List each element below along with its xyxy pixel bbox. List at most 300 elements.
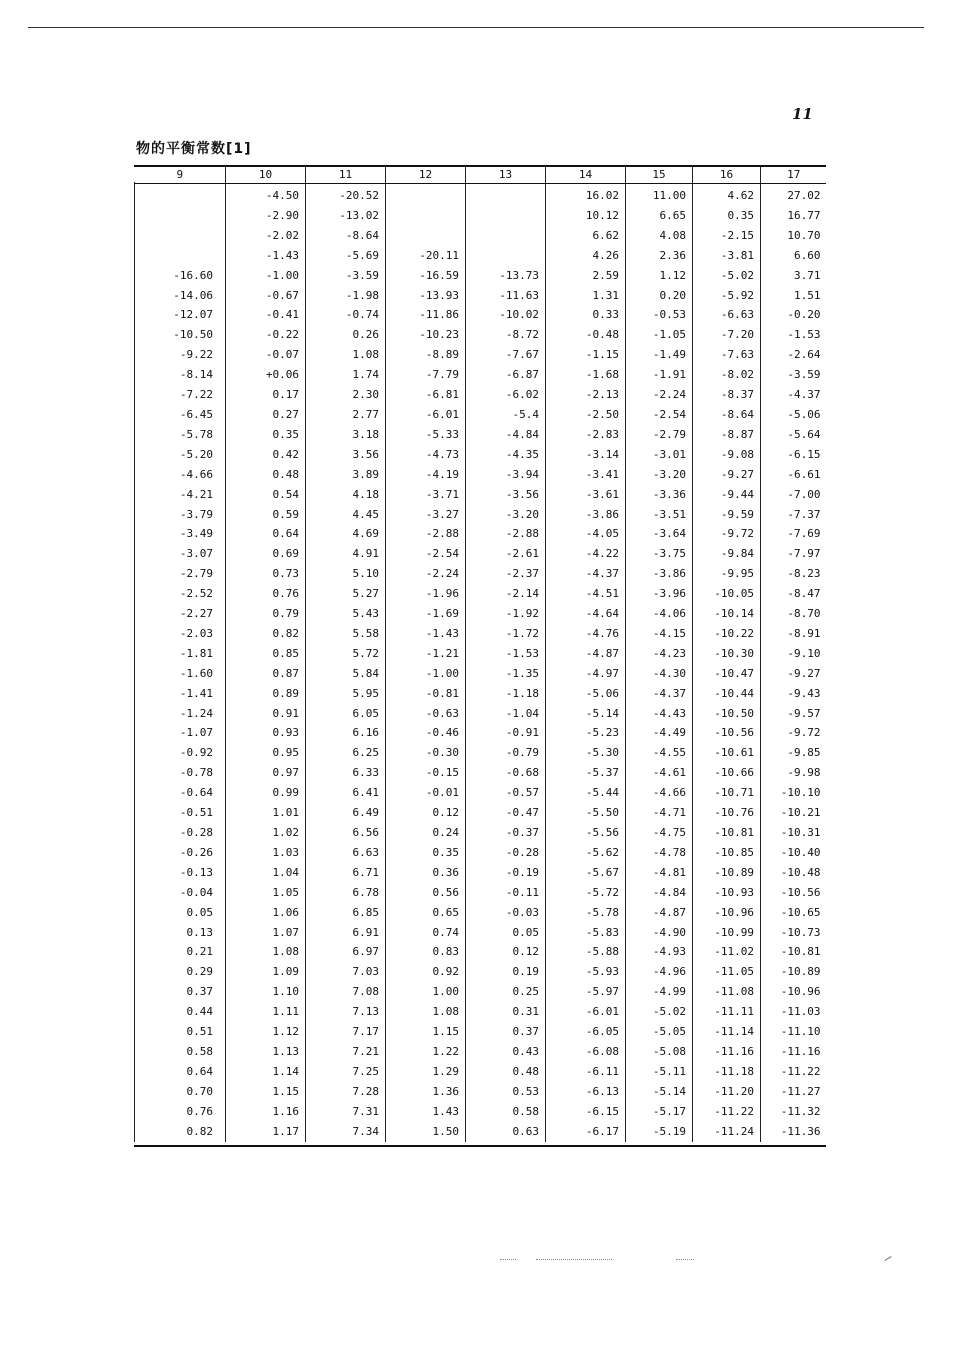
table-cell: -8.37	[693, 385, 761, 405]
table-cell: -3.36	[626, 485, 693, 505]
data-table	[134, 167, 827, 1142]
table-cell: -2.79	[626, 425, 693, 445]
table-cell: 0.74	[386, 923, 466, 943]
table-cell: -6.15	[546, 1102, 626, 1122]
table-cell: -11.14	[693, 1022, 761, 1042]
table-row	[135, 743, 827, 763]
table-cell: -7.97	[761, 544, 827, 564]
table-cell: -6.01	[386, 405, 466, 425]
table-cell: 7.31	[306, 1102, 386, 1122]
table-cell: -3.56	[466, 485, 546, 505]
table-cell: 1.09	[226, 962, 306, 982]
table-row	[135, 505, 827, 525]
table-cell: 4.08	[626, 226, 693, 246]
table-cell: -2.37	[466, 564, 546, 584]
table-cell: -4.78	[626, 843, 693, 863]
table-row	[135, 803, 827, 823]
table-row	[135, 385, 827, 405]
table-cell: -4.37	[626, 684, 693, 704]
table-row	[135, 286, 827, 306]
table-cell	[466, 182, 546, 206]
table-cell: 0.35	[386, 843, 466, 863]
table-cell: -0.78	[135, 763, 226, 783]
table-cell: 1.08	[386, 1002, 466, 1022]
table-cell: -0.22	[226, 325, 306, 345]
table-cell: 1.15	[386, 1022, 466, 1042]
column-header: 15	[626, 167, 693, 182]
table-cell: -10.22	[693, 624, 761, 644]
table-cell: -3.75	[626, 544, 693, 564]
table-cell: 0.24	[386, 823, 466, 843]
table-row	[135, 1042, 827, 1062]
table-cell: -9.59	[693, 505, 761, 525]
table-cell: 6.78	[306, 883, 386, 903]
table-cell: -4.15	[626, 624, 693, 644]
table-cell: -0.81	[386, 684, 466, 704]
table-body	[135, 182, 827, 1142]
table-cell: 0.64	[226, 524, 306, 544]
table-cell: 0.51	[135, 1022, 226, 1042]
table-cell: -1.35	[466, 664, 546, 684]
table-row	[135, 425, 827, 445]
table-cell: -10.50	[135, 325, 226, 345]
table-cell: -4.97	[546, 664, 626, 684]
table-cell: -1.53	[761, 325, 827, 345]
table-row	[135, 266, 827, 286]
table-cell: -6.15	[761, 445, 827, 465]
table-cell: 11.00	[626, 182, 693, 206]
table-cell: 0.29	[135, 962, 226, 982]
table-cell	[386, 206, 466, 226]
table-cell: -5.44	[546, 783, 626, 803]
table-cell: -4.64	[546, 604, 626, 624]
table-cell: -2.27	[135, 604, 226, 624]
table-row	[135, 684, 827, 704]
table-cell: -3.86	[626, 564, 693, 584]
table-cell: 0.21	[135, 942, 226, 962]
table-cell: -5.78	[135, 425, 226, 445]
table-cell: -9.72	[693, 524, 761, 544]
table-cell: 1.03	[226, 843, 306, 863]
table-cell: 0.59	[226, 505, 306, 525]
table-cell: 0.35	[226, 425, 306, 445]
table-cell: -2.54	[386, 544, 466, 564]
table-cell: -11.22	[761, 1062, 827, 1082]
table-cell: -5.64	[761, 425, 827, 445]
table-cell: -5.72	[546, 883, 626, 903]
table-cell: -7.63	[693, 345, 761, 365]
table-cell: -9.44	[693, 485, 761, 505]
table-cell: -2.03	[135, 624, 226, 644]
table-cell: 0.17	[226, 385, 306, 405]
table-cell: -3.94	[466, 465, 546, 485]
table-row	[135, 305, 827, 325]
table-cell: 0.73	[226, 564, 306, 584]
table-cell: -0.68	[466, 763, 546, 783]
table-cell: -5.17	[626, 1102, 693, 1122]
table-cell: -1.24	[135, 704, 226, 724]
table-cell: -10.96	[761, 982, 827, 1002]
table-cell: -0.57	[466, 783, 546, 803]
table-cell: -10.65	[761, 903, 827, 923]
table-cell: -3.20	[626, 465, 693, 485]
table-cell: -11.03	[761, 1002, 827, 1022]
table-cell: -11.27	[761, 1082, 827, 1102]
table-cell: -9.27	[693, 465, 761, 485]
table-cell	[135, 246, 226, 266]
table-cell: -4.35	[466, 445, 546, 465]
table-cell: -0.28	[466, 843, 546, 863]
table-row	[135, 783, 827, 803]
table-cell: -5.14	[626, 1082, 693, 1102]
table-cell: -10.40	[761, 843, 827, 863]
table-cell: -4.87	[546, 644, 626, 664]
table-cell	[135, 226, 226, 246]
table-cell: -9.72	[761, 723, 827, 743]
table-cell: -5.67	[546, 863, 626, 883]
table-cell: -3.14	[546, 445, 626, 465]
page-number: 11	[792, 105, 813, 123]
table-cell: -3.96	[626, 584, 693, 604]
table-cell: 0.48	[226, 465, 306, 485]
table-cell: -2.88	[466, 524, 546, 544]
table-cell: 0.76	[226, 584, 306, 604]
table-cell: -3.81	[693, 246, 761, 266]
table-cell: 6.25	[306, 743, 386, 763]
table-cell: -5.4	[466, 405, 546, 425]
table-cell: -0.07	[226, 345, 306, 365]
table-cell: 0.92	[386, 962, 466, 982]
table-cell: 0.53	[466, 1082, 546, 1102]
table-cell: -0.51	[135, 803, 226, 823]
table-cell: -0.11	[466, 883, 546, 903]
table-cell: 1.02	[226, 823, 306, 843]
column-header: 13	[466, 167, 546, 182]
table-cell: 1.08	[226, 942, 306, 962]
table-cell: -10.73	[761, 923, 827, 943]
table-cell: -5.05	[626, 1022, 693, 1042]
table-cell	[135, 206, 226, 226]
table-cell: -8.02	[693, 365, 761, 385]
table-cell: 0.54	[226, 485, 306, 505]
table-cell: 6.60	[761, 246, 827, 266]
table-cell: 0.56	[386, 883, 466, 903]
table-cell: -11.63	[466, 286, 546, 306]
table-cell: -10.93	[693, 883, 761, 903]
table-cell: 1.17	[226, 1122, 306, 1142]
table-cell: 0.19	[466, 962, 546, 982]
scan-mark	[884, 1256, 891, 1261]
table-cell: 4.18	[306, 485, 386, 505]
table-cell: -7.67	[466, 345, 546, 365]
table-cell: -4.66	[626, 783, 693, 803]
table-cell: -0.48	[546, 325, 626, 345]
table-cell: -3.41	[546, 465, 626, 485]
table-cell: 0.33	[546, 305, 626, 325]
table-cell: -4.61	[626, 763, 693, 783]
table-cell: -6.08	[546, 1042, 626, 1062]
table-cell: 0.95	[226, 743, 306, 763]
table-row	[135, 584, 827, 604]
table-cell: -3.59	[306, 266, 386, 286]
table-cell: -0.41	[226, 305, 306, 325]
table-cell: -5.02	[626, 1002, 693, 1022]
table-cell: -6.11	[546, 1062, 626, 1082]
top-rule	[28, 27, 924, 28]
table-cell: -2.64	[761, 345, 827, 365]
table-cell: 0.20	[626, 286, 693, 306]
table-cell: -5.62	[546, 843, 626, 863]
table-cell: -4.43	[626, 704, 693, 724]
table-cell: 6.16	[306, 723, 386, 743]
scan-mark	[676, 1259, 694, 1260]
table-cell: -0.19	[466, 863, 546, 883]
table-cell: -0.26	[135, 843, 226, 863]
table-cell: 2.77	[306, 405, 386, 425]
table-cell: -8.47	[761, 584, 827, 604]
table-cell: -13.93	[386, 286, 466, 306]
table-cell: -10.71	[693, 783, 761, 803]
table-cell: -1.05	[626, 325, 693, 345]
table-cell: -1.43	[226, 246, 306, 266]
table-row	[135, 883, 827, 903]
table-cell: -5.83	[546, 923, 626, 943]
table-cell: -9.95	[693, 564, 761, 584]
table-cell: -5.23	[546, 723, 626, 743]
table-cell: 4.91	[306, 544, 386, 564]
table-cell: -6.81	[386, 385, 466, 405]
table-cell: -1.69	[386, 604, 466, 624]
table-cell: -8.89	[386, 345, 466, 365]
table-cell: -10.21	[761, 803, 827, 823]
table-row	[135, 723, 827, 743]
table-cell: 16.02	[546, 182, 626, 206]
table-cell: -11.02	[693, 942, 761, 962]
table-header-rule	[134, 183, 826, 184]
table-cell: 6.97	[306, 942, 386, 962]
table-cell: -0.03	[466, 903, 546, 923]
table-cell: -16.59	[386, 266, 466, 286]
table-cell	[386, 226, 466, 246]
table-cell: -0.01	[386, 783, 466, 803]
table-cell: -2.83	[546, 425, 626, 445]
table-cell: -8.72	[466, 325, 546, 345]
table-cell: -5.33	[386, 425, 466, 445]
table-cell: -8.70	[761, 604, 827, 624]
table-cell: -9.98	[761, 763, 827, 783]
table-cell: -5.30	[546, 743, 626, 763]
table-cell: 0.89	[226, 684, 306, 704]
table-cell: -4.55	[626, 743, 693, 763]
table-cell: 7.34	[306, 1122, 386, 1142]
table-cell: -10.23	[386, 325, 466, 345]
table-cell: -6.02	[466, 385, 546, 405]
table-row	[135, 524, 827, 544]
table-row	[135, 763, 827, 783]
table-cell: 1.07	[226, 923, 306, 943]
table-cell: -10.85	[693, 843, 761, 863]
table-cell: 0.05	[466, 923, 546, 943]
table-cell: 0.79	[226, 604, 306, 624]
table-cell: 6.91	[306, 923, 386, 943]
table-cell: -10.76	[693, 803, 761, 823]
table-cell: -10.47	[693, 664, 761, 684]
table-cell: -1.98	[306, 286, 386, 306]
table-cell: -5.14	[546, 704, 626, 724]
table-cell: -4.06	[626, 604, 693, 624]
table-cell: -6.13	[546, 1082, 626, 1102]
table-cell: -5.69	[306, 246, 386, 266]
table-cell: 6.65	[626, 206, 693, 226]
table-cell: 3.89	[306, 465, 386, 485]
table-cell: -5.97	[546, 982, 626, 1002]
table-header-row	[135, 167, 827, 182]
table-cell: -9.43	[761, 684, 827, 704]
table-row	[135, 664, 827, 684]
table-cell: -0.20	[761, 305, 827, 325]
table-cell: 7.21	[306, 1042, 386, 1062]
table-cell: -9.22	[135, 345, 226, 365]
table-cell: -11.16	[761, 1042, 827, 1062]
table-cell: 1.01	[226, 803, 306, 823]
table-cell: 0.31	[466, 1002, 546, 1022]
table-row	[135, 903, 827, 923]
table-cell: -10.10	[761, 783, 827, 803]
table-cell: -7.79	[386, 365, 466, 385]
table-cell: -10.61	[693, 743, 761, 763]
table-cell: -3.01	[626, 445, 693, 465]
table-cell: 4.62	[693, 182, 761, 206]
table-row	[135, 345, 827, 365]
table-cell: -10.30	[693, 644, 761, 664]
table-cell: -4.49	[626, 723, 693, 743]
table-cell: 6.41	[306, 783, 386, 803]
table-cell: -2.88	[386, 524, 466, 544]
table-cell: -0.74	[306, 305, 386, 325]
table-cell: 0.58	[135, 1042, 226, 1062]
table-cell: -10.81	[693, 823, 761, 843]
equilibrium-constants-table	[134, 165, 826, 1138]
table-cell: -6.63	[693, 305, 761, 325]
column-header: 11	[306, 167, 386, 182]
table-cell: -11.08	[693, 982, 761, 1002]
table-cell: -1.41	[135, 684, 226, 704]
table-cell: -10.02	[466, 305, 546, 325]
table-cell: -10.66	[693, 763, 761, 783]
table-cell: -20.11	[386, 246, 466, 266]
table-row	[135, 644, 827, 664]
table-cell: -2.24	[386, 564, 466, 584]
table-cell: -4.21	[135, 485, 226, 505]
table-cell: 0.82	[135, 1122, 226, 1142]
table-row	[135, 182, 827, 206]
table-cell: -10.05	[693, 584, 761, 604]
table-row	[135, 604, 827, 624]
table-cell: 2.30	[306, 385, 386, 405]
table-cell: -2.15	[693, 226, 761, 246]
table-cell: 7.08	[306, 982, 386, 1002]
table-cell: -2.50	[546, 405, 626, 425]
table-cell: -5.06	[761, 405, 827, 425]
table-cell: -2.02	[226, 226, 306, 246]
table-cell: 0.76	[135, 1102, 226, 1122]
table-cell: -11.11	[693, 1002, 761, 1022]
table-cell: -1.68	[546, 365, 626, 385]
table-cell: 1.15	[226, 1082, 306, 1102]
table-row	[135, 1102, 827, 1122]
table-cell: 4.45	[306, 505, 386, 525]
table-cell: -9.84	[693, 544, 761, 564]
table-cell: -0.15	[386, 763, 466, 783]
column-header: 12	[386, 167, 466, 182]
table-cell: -4.71	[626, 803, 693, 823]
table-cell: -4.23	[626, 644, 693, 664]
table-cell: -3.79	[135, 505, 226, 525]
table-cell: -4.05	[546, 524, 626, 544]
table-cell: -5.20	[135, 445, 226, 465]
table-cell: 0.35	[693, 206, 761, 226]
table-cell: 4.69	[306, 524, 386, 544]
column-header: 14	[546, 167, 626, 182]
table-cell: 1.50	[386, 1122, 466, 1142]
table-cell: 0.91	[226, 704, 306, 724]
table-row	[135, 365, 827, 385]
table-cell: -5.02	[693, 266, 761, 286]
table-row	[135, 246, 827, 266]
table-cell: -0.53	[626, 305, 693, 325]
table-cell	[466, 246, 546, 266]
table-cell: 1.74	[306, 365, 386, 385]
table-cell: -6.01	[546, 1002, 626, 1022]
table-cell	[135, 182, 226, 206]
table-cell: 27.02	[761, 182, 827, 206]
table-cell: -9.57	[761, 704, 827, 724]
table-cell: -0.92	[135, 743, 226, 763]
table-cell: 0.44	[135, 1002, 226, 1022]
table-cell: 6.33	[306, 763, 386, 783]
table-cell: -2.52	[135, 584, 226, 604]
table-cell: 6.62	[546, 226, 626, 246]
table-row	[135, 564, 827, 584]
table-cell: 5.84	[306, 664, 386, 684]
table-cell: 1.16	[226, 1102, 306, 1122]
table-cell: -10.44	[693, 684, 761, 704]
table-row	[135, 226, 827, 246]
table-cell: -2.14	[466, 584, 546, 604]
table-row	[135, 1022, 827, 1042]
table-cell: -4.87	[626, 903, 693, 923]
table-cell: 0.70	[135, 1082, 226, 1102]
table-cell: -4.76	[546, 624, 626, 644]
table-cell: -10.48	[761, 863, 827, 883]
table-cell: 0.93	[226, 723, 306, 743]
table-row	[135, 982, 827, 1002]
table-cell: 0.65	[386, 903, 466, 923]
table-cell: -9.10	[761, 644, 827, 664]
table-cell: 7.13	[306, 1002, 386, 1022]
table-row	[135, 942, 827, 962]
table-cell: -6.87	[466, 365, 546, 385]
table-cell: -4.90	[626, 923, 693, 943]
table-cell	[466, 226, 546, 246]
table-cell: -5.56	[546, 823, 626, 843]
table-row	[135, 465, 827, 485]
table-row	[135, 206, 827, 226]
table-cell: -1.49	[626, 345, 693, 365]
table-cell: 2.36	[626, 246, 693, 266]
table-cell: -10.89	[761, 962, 827, 982]
table-cell: 1.14	[226, 1062, 306, 1082]
